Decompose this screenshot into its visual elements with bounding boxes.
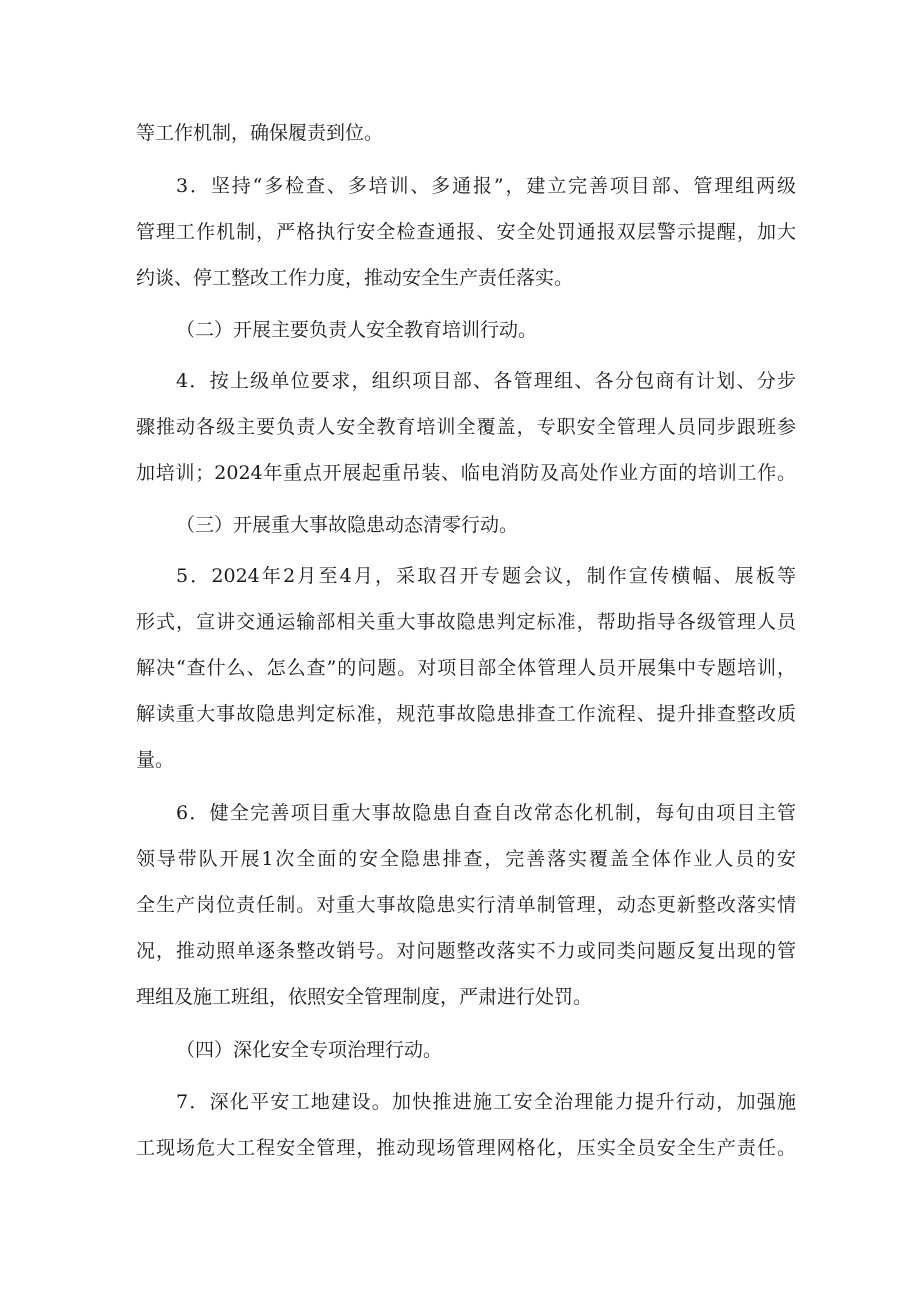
text-line: 量。 bbox=[136, 749, 175, 771]
text-line: 全生产岗位责任制。对重大事故隐患实行清单制管理，动态更新整改落实情 bbox=[136, 894, 796, 916]
text-line: 4．按上级单位要求，组织项目部、各管理组、各分包商有计划、分步 bbox=[176, 370, 796, 392]
text-line: 3．坚持“多检查、多培训、多通报”，建立完善项目部、管理组两级 bbox=[176, 175, 796, 197]
text-line: 等工作机制，确保履责到位。 bbox=[136, 122, 384, 144]
section-heading: （四）深化安全专项治理行动。 bbox=[176, 1039, 443, 1061]
text-line: 约谈、停工整改工作力度，推动安全生产责任落实。 bbox=[136, 267, 574, 289]
text-line: 工现场危大工程安全管理，推动现场管理网格化，压实全员安全生产责任。 bbox=[136, 1137, 796, 1159]
section-heading: （二）开展主要负责人安全教育培训行动。 bbox=[176, 319, 538, 341]
text-line: 加培训；2024年重点开展起重吊装、临电消防及高处作业方面的培训工作。 bbox=[136, 462, 796, 484]
text-line: 解决“查什么、怎么查”的问题。对项目部全体管理人员开展集中专题培训， bbox=[136, 657, 796, 679]
text-line: 况，推动照单逐条整改销号。对问题整改落实不力或同类问题反复出现的管 bbox=[136, 940, 796, 962]
section-heading: （三）开展重大事故隐患动态清零行动。 bbox=[176, 514, 519, 536]
text-line: 骤推动各级主要负责人安全教育培训全覆盖，专职安全管理人员同步跟班参 bbox=[136, 416, 796, 438]
text-line: 解读重大事故隐患判定标准，规范事故隐患排查工作流程、提升排查整改质 bbox=[136, 703, 796, 725]
text-line: 理组及施工班组，依照安全管理制度，严肃进行处罚。 bbox=[136, 986, 593, 1008]
text-line: 管理工作机制，严格执行安全检查通报、安全处罚通报双层警示提醒，加大 bbox=[136, 221, 796, 243]
text-line: 6．健全完善项目重大事故隐患自查自改常态化机制，每旬由项目主管 bbox=[176, 802, 796, 824]
text-line: 5．2024年2月至4月，采取召开专题会议，制作宣传横幅、展板等 bbox=[176, 565, 796, 587]
text-line: 7．深化平安工地建设。加快推进施工安全治理能力提升行动，加强施 bbox=[176, 1091, 796, 1113]
text-line: 领导带队开展1次全面的安全隐患排查，完善落实覆盖全体作业人员的安 bbox=[136, 848, 796, 870]
text-line: 形式，宣讲交通运输部相关重大事故隐患判定标准，帮助指导各级管理人员 bbox=[136, 611, 796, 633]
